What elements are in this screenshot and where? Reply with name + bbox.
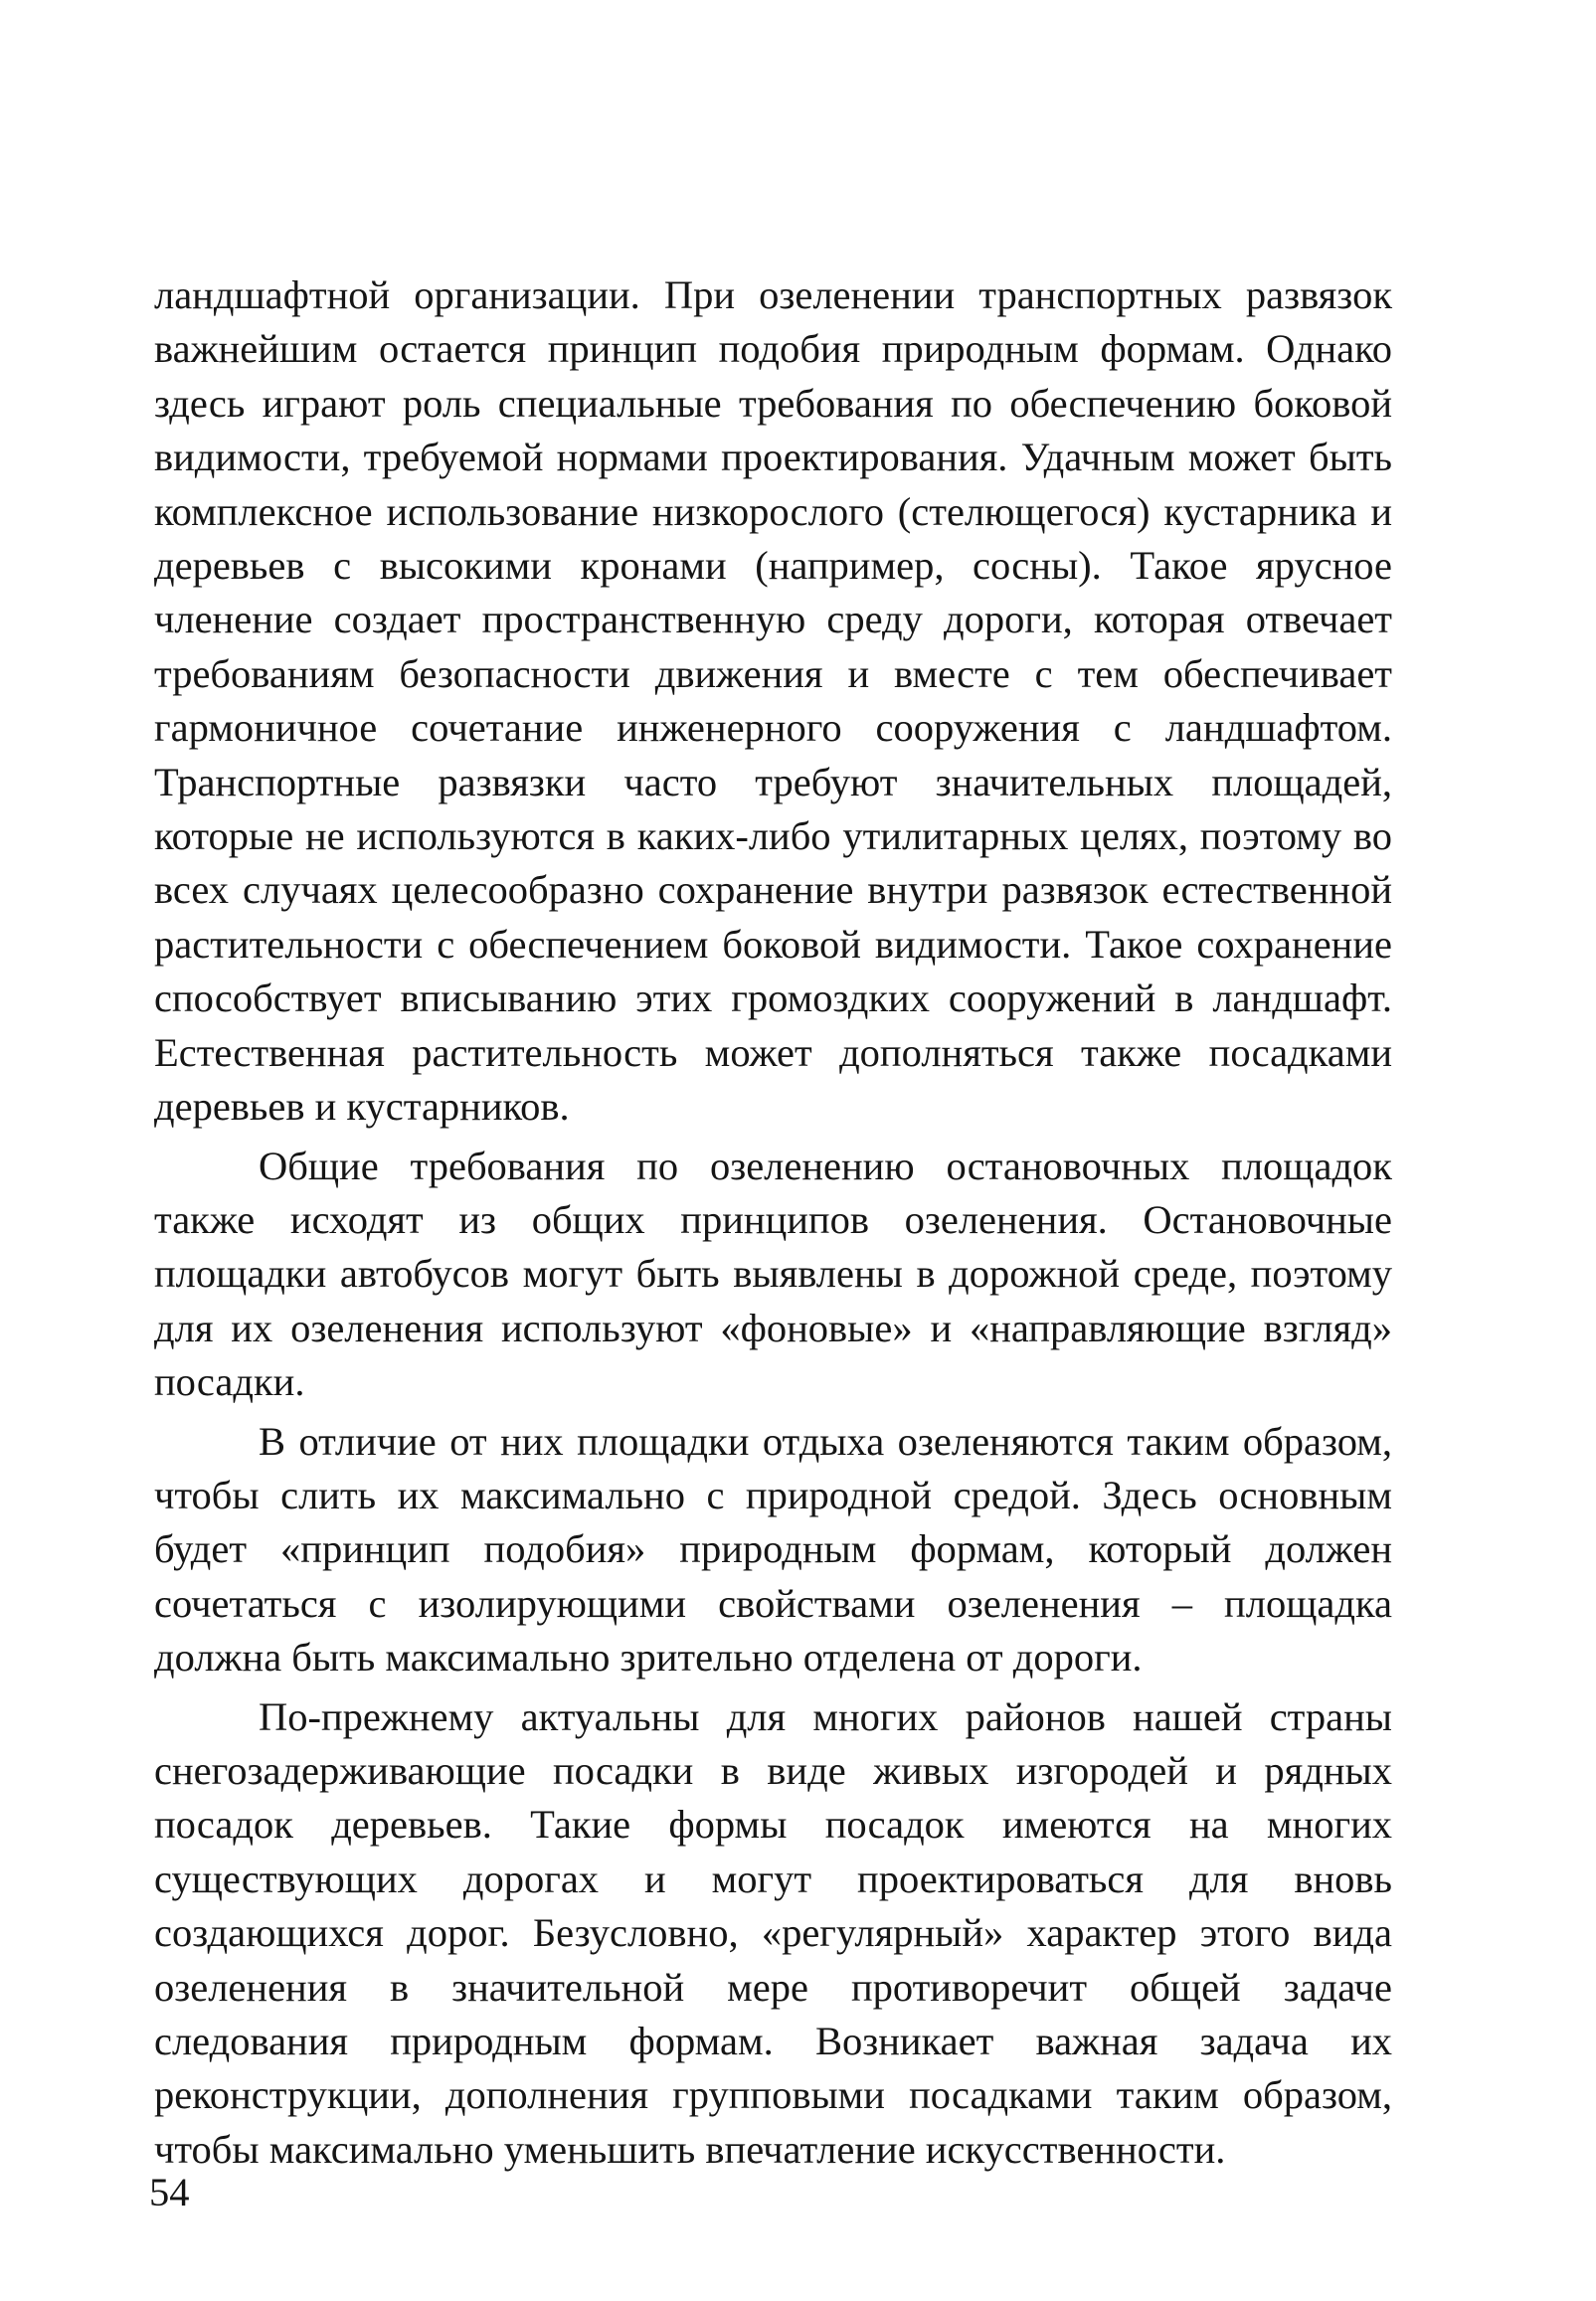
- page-body: [154, 268, 1392, 2177]
- page-number: 54: [149, 2170, 190, 2214]
- paragraph-4: По-прежнему актуальны для многих районов нашей страны снегозадерживающие посадки в виде живых изгородей и рядных посадок деревьев. Такие формы посадок имеются на многих существующих дорогах и могут проектироваться для вновь создающихся дорог. Безусловно, «регулярный» характер этого вида озеленения в значительной мере противоречит общей задаче следования природным формам. Возникает важная задача их реконструкции, дополнения групповыми посадками таким образом, чтобы максимально уменьшить впечатление искусственности.: [154, 1693, 1392, 2172]
- paragraph-1: ландшафтной организации. При озеленении транспортных развязок важнейшим остается принцип подобия природным формам. Однако здесь играют роль специальные требования по обеспечению боковой видимости, требуемой нормами проектирования. Удачным может быть комплексное использование низкорослого (стелющегося) кустарника и деревьев с высокими кронами (например, сосны). Такое ярусное членение создает пространственную среду дороги, которая отвечает требованиям безопасности движения и вместе с тем обеспечивает гармоничное сочетание инженерного сооружения с ландшафтом. Транспортные развязки часто требуют значительных площадей, которые не используются в каких-либо утилитарных целях, поэтому во всех случаях целесообразно сохранение внутри развязок естественной растительности с обеспечением боковой видимости. Такое сохранение способствует вписыванию этих громоздких сооружений в ландшафт. Естественная растительность может дополняться также посадками деревьев и кустарников.: [154, 272, 1392, 1130]
- paragraph-2: Общие требования по озеленению остановочных площадок также исходят из общих принципов озеленения. Остановочные площадки автобусов могут быть выявлены в дорожной среде, поэтому для их озеленения используют «фоновые» и «направляющие взгляд» посадки.: [154, 1143, 1392, 1405]
- paragraph-3: В отличие от них площадки отдыха озеленяются таким образом, чтобы слить их максимально с природной средой. Здесь основным будет «принцип подобия» природным формам, который должен сочетаться с изолирующими свойствами озеленения – площадка должна быть максимально зрительно отделена от дороги.: [154, 1418, 1392, 1681]
